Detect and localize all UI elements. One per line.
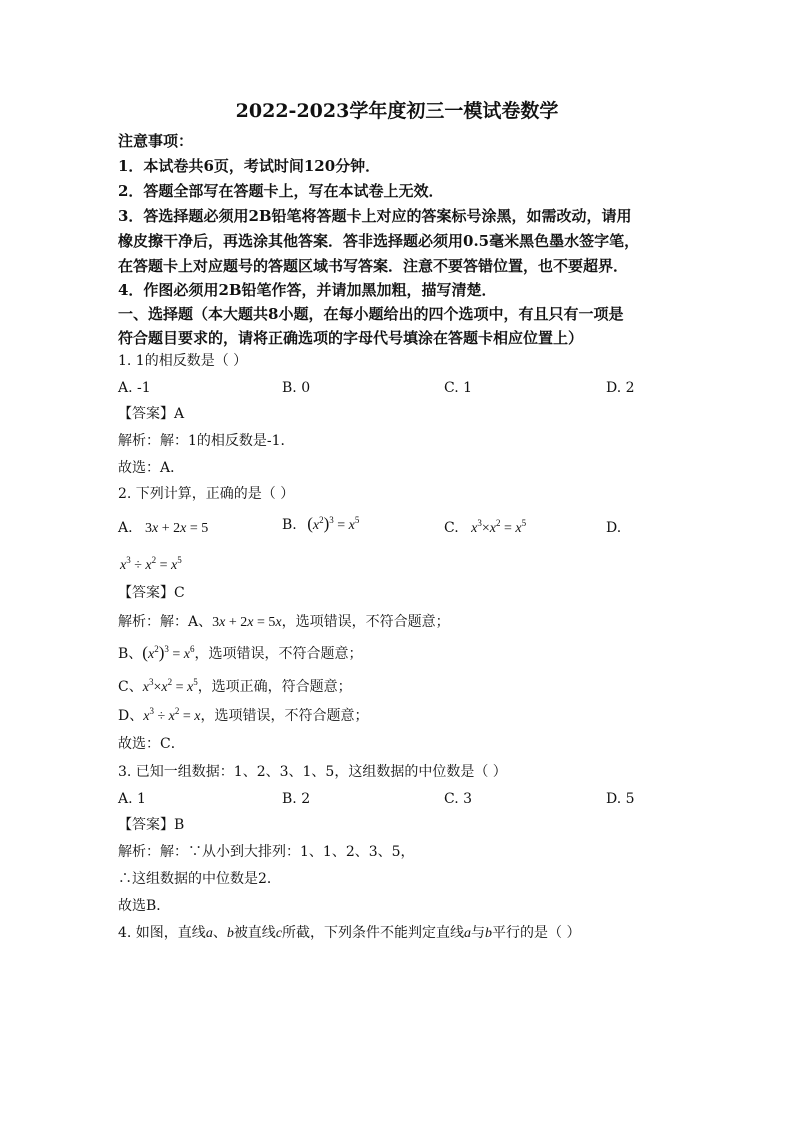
q2-analysis-a-prefix: 解析：解：A、: [118, 614, 213, 630]
q4-stem: [118, 923, 580, 944]
q3-option-c: C. 3: [444, 791, 473, 807]
q4-stem-part-2: 被直线: [233, 925, 276, 941]
q2-option-c-label: C.: [444, 520, 459, 536]
q3-option-a: A. 1: [118, 791, 146, 807]
q2-analysis-c-math: $x^3\times x^2 = x^5$: [142, 677, 198, 695]
q2-analysis-c-prefix: C、: [118, 679, 143, 695]
q2-option-d-math: $x^3 \div x^2 = x^5$: [120, 555, 182, 573]
q2-analysis-a-math: 3x + 2x = 5x: [212, 615, 282, 630]
q2-analysis-a: [118, 612, 450, 633]
q4-var-b2: b: [485, 926, 493, 941]
q2-analysis-b-text: ，选项错误，不符合题意；: [194, 646, 363, 662]
q3-option-b: B. 2: [282, 791, 311, 807]
q2-analysis-c-text: ，选项正确，符合题意；: [197, 679, 352, 695]
q1-option-a: A. -1: [118, 380, 151, 396]
page-title: 2022-2023学年度初三一模试卷数学: [235, 100, 559, 122]
q2-analysis-b: [118, 643, 362, 665]
note-item-4: 4．作图必须用2B铅笔作答，并请加黑加粗，描写清楚．: [118, 281, 497, 299]
note-item-3: 3．答选择题必须用2B铅笔将答题卡上对应的答案标号涂黑，如需改动，请用: [118, 207, 632, 225]
section-heading-line-1: 一、选择题（本大题共8小题，在每小题给出的四个选项中，有且只有一项是: [118, 305, 624, 323]
note-item-2: 2．答题全部写在答题卡上，写在本试卷上无效．: [118, 182, 444, 200]
q4-sep: 、: [212, 925, 227, 941]
q2-option-b-label: B.: [282, 517, 297, 533]
note-item-3-cont-1: 橡皮擦干净后，再选涂其他答案．答非选择题必须用0.5毫米黑色墨水签字笔，: [118, 232, 640, 250]
q3-stem: 3. 已知一组数据：1、2、3、1、5，这组数据的中位数是（ ）: [118, 764, 507, 780]
note-item-1: 1．本试卷共6页，考试时间120分钟．: [118, 157, 381, 175]
q4-var-b: b: [226, 926, 234, 941]
section-heading-line-2: 符合题目要求的，请将正确选项的字母代号填涂在答题卡相应位置上）: [118, 329, 584, 347]
q2-option-b-math: $(x^2)^3 = x^5$: [307, 514, 360, 533]
q2-option-d-label: D.: [606, 520, 622, 536]
q4-stem-part-1: 4. 如图，直线: [118, 925, 206, 941]
q3-conclusion: 故选B．: [118, 898, 171, 914]
q1-option-b: B. 0: [282, 380, 311, 396]
q4-var-a2: a: [464, 926, 472, 941]
notes-heading: 注意事项：: [118, 132, 194, 150]
q1-option-c: C. 1: [444, 380, 473, 396]
q3-option-d: D. 5: [606, 791, 635, 807]
q4-stem-part-4: 与: [471, 925, 486, 941]
q2-stem: 2. 下列计算，正确的是（ ）: [118, 486, 295, 502]
q2-option-a-math: 3x + 2x = 5: [145, 521, 209, 536]
q2-option-c: [444, 518, 526, 539]
q2-option-b: [282, 514, 359, 536]
q3-therefore: ∴这组数据的中位数是2．: [118, 871, 281, 887]
q2-answer: 【答案】C: [118, 585, 185, 601]
q2-option-c-math: $x^3\times x^2 = x^5$: [471, 518, 527, 536]
q2-option-a-label: A.: [118, 520, 133, 536]
q2-conclusion: 故选：C．: [118, 736, 185, 752]
q2-analysis-b-prefix: B、: [118, 646, 143, 662]
q3-analysis: 解析：解：∵从小到大排列：1、1、2、3、5，: [118, 844, 415, 860]
q4-var-a: a: [205, 926, 213, 941]
note-item-3-cont-2: 在答题卡上对应题号的答题区域书写答案．注意不要答错位置，也不要超界．: [118, 257, 629, 275]
q1-analysis: 解析：解：1的相反数是-1．: [118, 433, 295, 449]
q3-answer: 【答案】B: [118, 817, 185, 833]
q2-analysis-d-prefix: D、: [118, 708, 144, 724]
q1-option-d: D. 2: [606, 380, 635, 396]
q1-conclusion: 故选：A．: [118, 460, 185, 476]
q4-stem-part-3: 所截，下列条件不能判定直线: [282, 925, 465, 941]
q1-answer: 【答案】A: [118, 406, 185, 422]
q2-analysis-c: [118, 677, 352, 698]
q4-var-c: c: [275, 926, 283, 941]
q2-option-a: [118, 518, 208, 539]
q2-analysis-d: [118, 706, 368, 727]
q2-analysis-b-math: $(x^2)^3 = x^6$: [142, 643, 195, 662]
q2-analysis-d-text: ，选项错误，不符合题意；: [200, 708, 369, 724]
q2-analysis-d-math: $x^3 \div x^2 = x$: [143, 706, 201, 724]
q4-stem-part-5: 平行的是（ ）: [492, 925, 581, 941]
q1-stem: 1. 1的相反数是（ ）: [118, 353, 248, 369]
q2-analysis-a-text: ，选项错误，不符合题意；: [281, 614, 450, 630]
